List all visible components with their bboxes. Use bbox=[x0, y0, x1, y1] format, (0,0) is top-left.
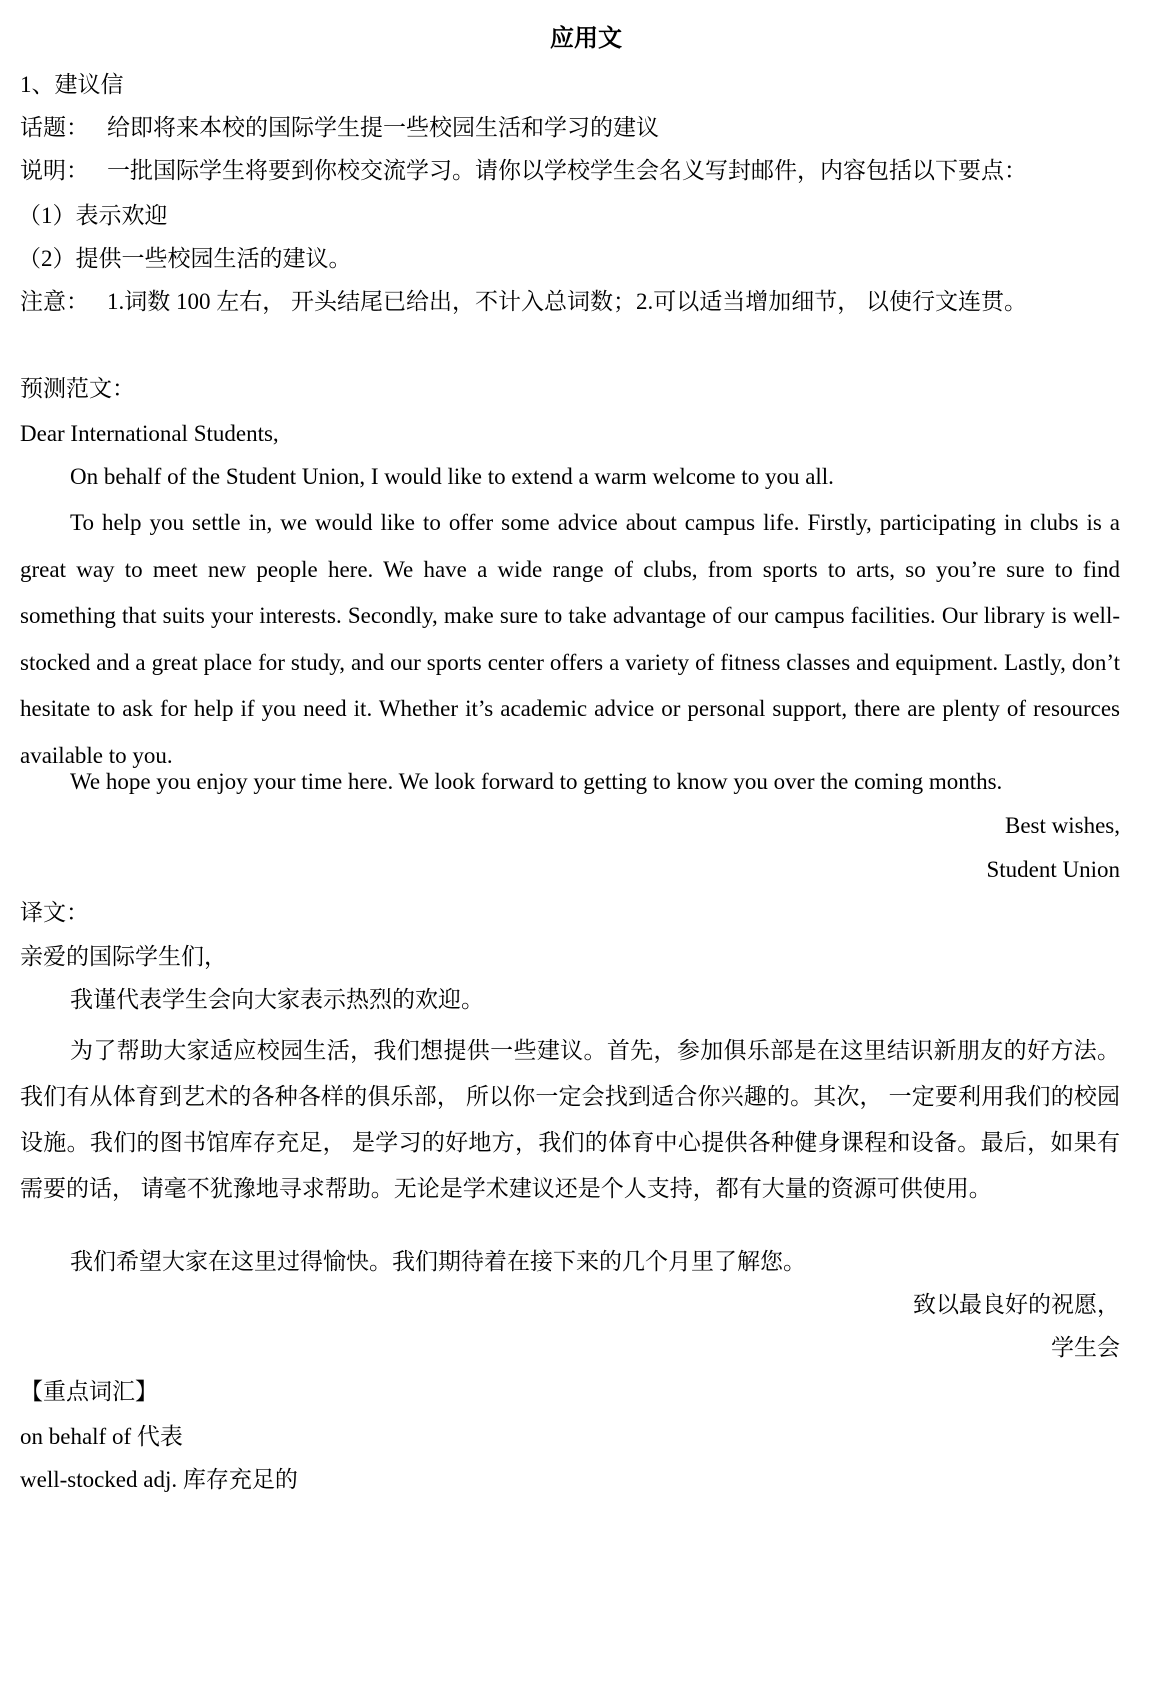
description-line bbox=[20, 156, 1120, 186]
vocab-item: on behalf of 代表 bbox=[20, 1424, 183, 1449]
translation-signature: 学生会 bbox=[1051, 1335, 1120, 1360]
section-heading: 1、建议信 bbox=[20, 72, 124, 97]
sample-para-2: To help you settle in, we would like to offer some advice about campus life. Firstly, participating in clubs is a great way to meet new people here. We have a wide range of clubs, from sports to arts, so you’re sure to find something that suits your interests. Secondly, make sure to take advantage of our campus facilities. Our library is well-stocked and a great place for study, and our sports center offers a variety of fitness classes and equipment. Lastly, don’t hesitate to ask for help if you need it. Whether it’s academic advice or personal support, there are plenty of resources available to you. bbox=[20, 510, 1120, 768]
notes-line bbox=[20, 287, 1120, 317]
topic-line bbox=[20, 113, 1120, 143]
page-title: 应用文 bbox=[550, 24, 622, 52]
notes-text: 1.词数 100 左右， 开头结尾已给出，不计入总词数；2.可以适当增加细节， 以使行文连贯。 bbox=[107, 289, 1027, 314]
topic-text: 给即将来本校的国际学生提一些校园生活和学习的建议 bbox=[107, 115, 659, 140]
topic-label: 话题： bbox=[20, 115, 89, 140]
sample-closing: Best wishes, bbox=[1005, 813, 1120, 838]
translation-para-1: 我谨代表学生会向大家表示热烈的欢迎。 bbox=[70, 987, 484, 1012]
point-1: （1）表示欢迎 bbox=[18, 203, 168, 228]
sample-greeting: Dear International Students, bbox=[20, 421, 279, 446]
vocab-heading: 【重点词汇】 bbox=[20, 1379, 158, 1404]
description-label: 说明： bbox=[20, 158, 89, 183]
notes-label: 注意： bbox=[20, 289, 89, 314]
vocab-item: well-stocked adj. 库存充足的 bbox=[20, 1467, 298, 1492]
translation-closing: 致以最良好的祝愿， bbox=[913, 1292, 1120, 1317]
point-2: （2）提供一些校园生活的建议。 bbox=[18, 246, 352, 271]
translation-para-3: 我们希望大家在这里过得愉快。我们期待着在接下来的几个月里了解您。 bbox=[70, 1249, 806, 1274]
sample-label: 预测范文： bbox=[20, 376, 135, 401]
sample-signature: Student Union bbox=[986, 857, 1120, 882]
sample-para-3: We hope you enjoy your time here. We look forward to getting to know you over the coming months. bbox=[70, 769, 1003, 794]
description-text: 一批国际学生将要到你校交流学习。请你以学校学生会名义写封邮件，内容包括以下要点： bbox=[107, 158, 1027, 183]
translation-greeting: 亲爱的国际学生们， bbox=[20, 944, 227, 969]
translation-label: 译文： bbox=[20, 900, 89, 925]
translation-para-2: 为了帮助大家适应校园生活，我们想提供一些建议。首先，参加俱乐部是在这里结识新朋友的好方法。我们有从体育到艺术的各种各样的俱乐部， 所以你一定会找到适合你兴趣的。其次， 一定要利用我们的校园设施。我们的图书馆库存充足， 是学习的好地方，我们的体育中心提供各种健身课程和设备。最后，如果有需要的话， 请毫不犹豫地寻求帮助。无论是学术建议还是个人支持，都有大量的资源可供使用。 bbox=[20, 1038, 1120, 1201]
sample-para-1: On behalf of the Student Union, I would like to extend a warm welcome to you all. bbox=[70, 464, 834, 489]
